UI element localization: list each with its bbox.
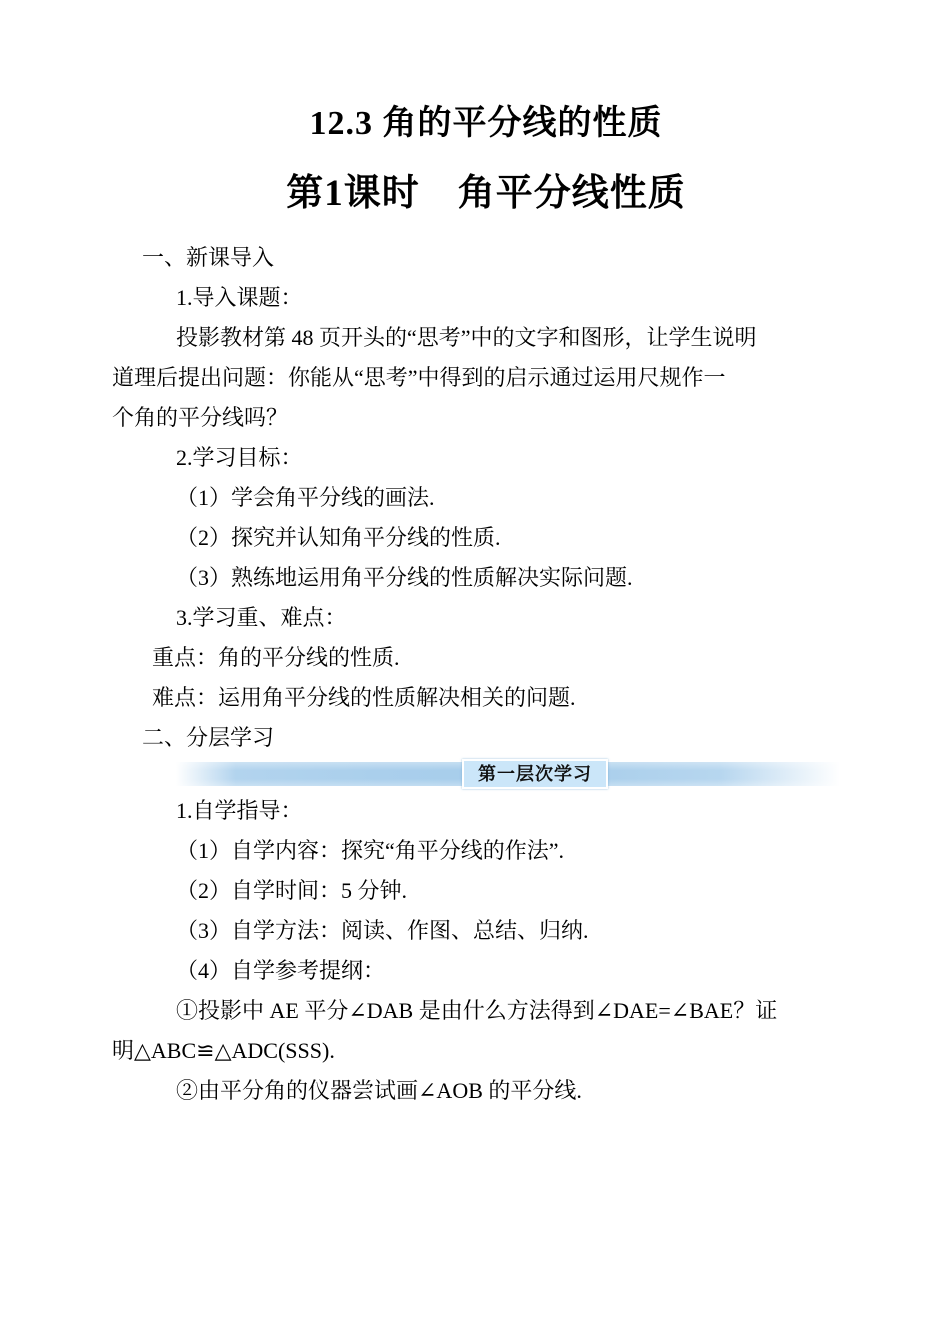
text-line: 明△ABC≌△ADC(SSS). [112, 1038, 335, 1063]
text-line: （2）自学时间：5 分钟. [176, 878, 408, 903]
text-line: （1）自学内容：探究“角平分线的作法”. [176, 838, 565, 863]
text-line: 3.学习重、难点： [176, 605, 347, 630]
section-heading-new-lesson: 一、新课导入 [142, 245, 275, 270]
text-line: （4）自学参考提纲： [176, 958, 386, 983]
text-line: （3）自学方法：阅读、作图、总结、归纳. [176, 918, 589, 943]
level-banner-label: 第一层次学习 [462, 759, 608, 789]
text-line: （3）熟练地运用角平分线的性质解决实际问题. [176, 565, 633, 590]
section-heading-layered-learning: 二、分层学习 [142, 725, 275, 750]
text-line: ②由平分角的仪器尝试画∠AOB 的平分线. [176, 1078, 582, 1103]
text-line: 道理后提出问题：你能从“思考”中得到的启示通过运用尺规作一 [112, 365, 726, 390]
text-line: 2.学习目标： [176, 445, 303, 470]
level-banner [176, 762, 840, 786]
doc-title: 12.3 角的平分线的性质 [309, 105, 663, 142]
text-line: 难点：运用角平分线的性质解决相关的问题. [152, 685, 576, 710]
doc-subtitle: 第1课时 角平分线性质 [286, 173, 686, 214]
text-line: 1.自学指导： [176, 798, 303, 823]
text-line: 1.导入课题： [176, 285, 303, 310]
text-line: （1）学会角平分线的画法. [176, 485, 435, 510]
text-line: 投影教材第 48 页开头的“思考”中的文字和图形，让学生说明 [176, 325, 757, 350]
text-line: ①投影中 AE 平分∠DAB 是由什么方法得到∠DAE=∠BAE？证 [176, 998, 778, 1023]
text-line: 重点：角的平分线的性质. [152, 645, 400, 670]
text-line: 个角的平分线吗？ [112, 405, 289, 430]
text-line: （2）探究并认知角平分线的性质. [176, 525, 501, 550]
